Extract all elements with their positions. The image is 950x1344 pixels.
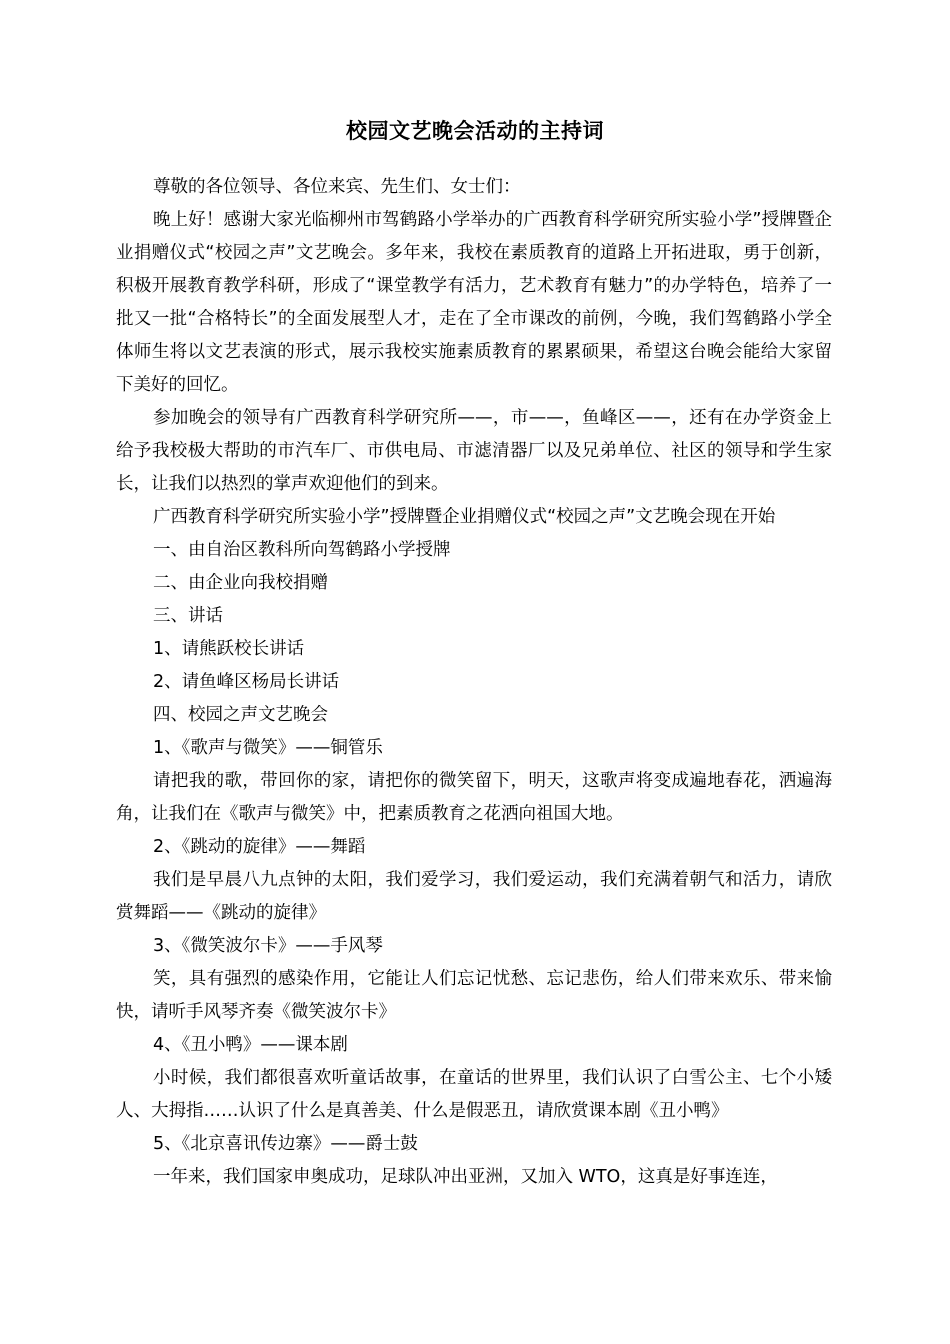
paragraph-opening: 广西教育科学研究所实验小学”授牌暨企业捐赠仪式“校园之声”文艺晚会现在开始 (153, 507, 776, 527)
performance-5-title: 5、《北京喜讯传边寨》——爵士鼓 (153, 1134, 418, 1154)
document-body (116, 171, 832, 1194)
performance-2-intro: 我们是早晨八九点钟的太阳，我们爱学习，我们爱运动，我们充满着朝气和活力，请欣赏舞蹈——《跳动的旋律》 (116, 870, 832, 923)
performance-1-intro: 请把我的歌，带回你的家，请把你的微笑留下，明天，这歌声将变成遍地春花，洒遍海角，让我们在《歌声与微笑》中，把素质教育之花洒向祖国大地。 (116, 771, 832, 824)
paragraph-guests: 参加晚会的领导有广西教育科学研究所——，市——，鱼峰区——，还有在办学资金上给予我校极大帮助的市汽车厂、市供电局、市滤清器厂以及兄弟单位、社区的领导和学生家长，让我们以热烈的掌声欢迎他们的到来。 (116, 408, 832, 494)
performance-3-title: 3、《微笑波尔卡》——手风琴 (153, 936, 383, 956)
program-item-2: 二、由企业向我校捐赠 (153, 573, 328, 593)
performance-4-title: 4、《丑小鸭》——课本剧 (153, 1035, 348, 1055)
speech-item-2: 2、请鱼峰区杨局长讲话 (153, 672, 340, 692)
paragraph-welcome: 晚上好！感谢大家光临柳州市驾鹤路小学举办的广西教育科学研究所实验小学”授牌暨企业捐赠仪式“校园之声”文艺晚会。多年来，我校在素质教育的道路上开拓进取，勇于创新，积极开展教育教学科研，形成了“课堂教学有活力，艺术教育有魅力”的办学特色，培养了一批又一批“合格特长”的全面发展型人才，走在了全市课改的前例，今晚，我们驾鹤路小学全体师生将以文艺表演的形式，展示我校实施素质教育的累累硕果，希望这台晚会能给大家留下美好的回忆。 (116, 210, 832, 395)
paragraph-greeting: 尊敬的各位领导、各位来宾、先生们、女士们： (153, 177, 521, 197)
performance-4-intro: 小时候，我们都很喜欢听童话故事，在童话的世界里，我们认识了白雪公主、七个小矮人、大拇指……认识了什么是真善美、什么是假恶丑，请欣赏课本剧《丑小鸭》 (116, 1068, 832, 1121)
speech-item-1: 1、请熊跃校长讲话 (153, 639, 305, 659)
program-item-4: 四、校园之声文艺晚会 (153, 705, 328, 725)
performance-3-intro: 笑，具有强烈的感染作用，它能让人们忘记忧愁、忘记悲伤，给人们带来欢乐、带来愉快，请听手风琴齐奏《微笑波尔卡》 (116, 969, 832, 1022)
program-item-1: 一、由自治区教科所向驾鹤路小学授牌 (153, 540, 451, 560)
document-title: 校园文艺晚会活动的主持词 (346, 119, 604, 143)
performance-2-title: 2、《跳动的旋律》——舞蹈 (153, 837, 366, 857)
program-item-3: 三、讲话 (153, 606, 223, 626)
performance-5-intro: 一年来，我们国家申奥成功，足球队冲出亚洲，又加入 WTO，这真是好事连连， (153, 1167, 778, 1187)
performance-1-title: 1、《歌声与微笑》——铜管乐 (153, 738, 383, 758)
